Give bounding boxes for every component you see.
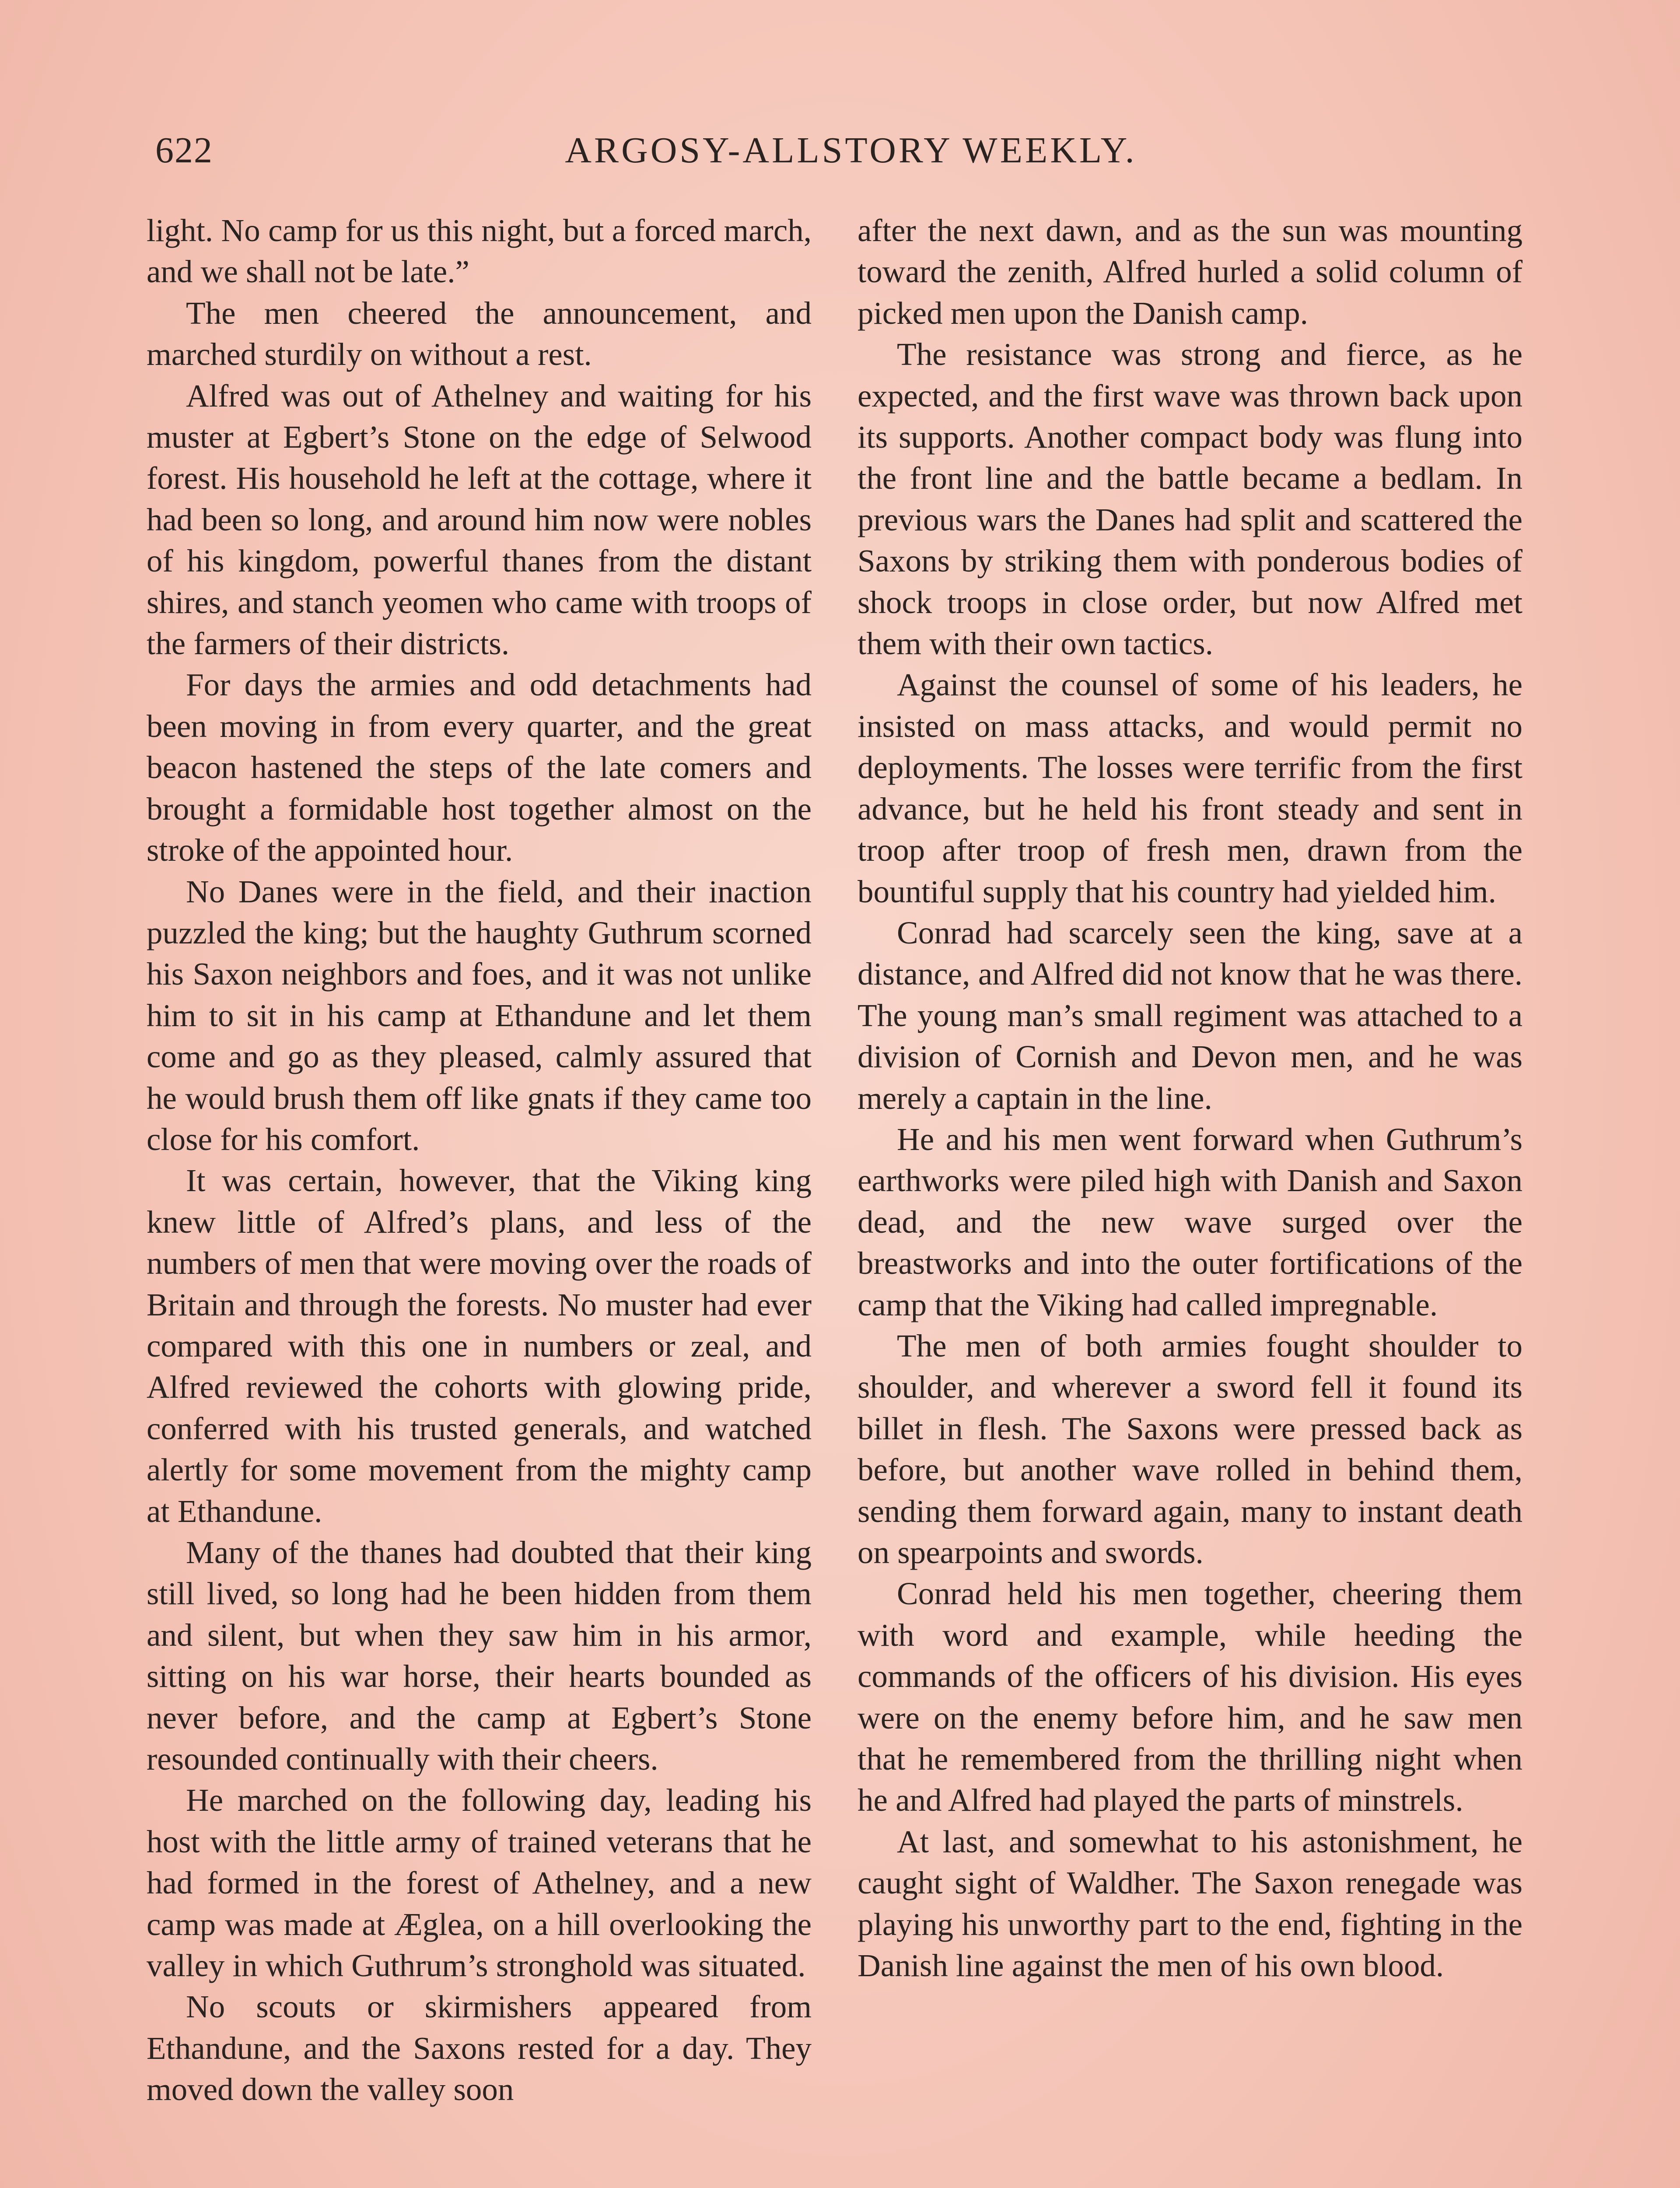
paragraph: No Danes were in the field, and their inaction puzzled the king; but the haughty Guthrum scorned his Saxon neighbors and foes, and it was not unlike him to sit in his camp at Ethandune and let them come and go as they pleased, calmly assured that he would brush them off like gnats if they came too close for his comfort. [147, 873, 812, 1157]
running-title: ARGOSY-ALLSTORY WEEKLY. [565, 130, 1137, 171]
paragraph: For days the armies and odd detachments had been moving in from every quarter, and the great beacon hastened the steps of the late comers and brought a formidable host together almost on the stroke of the appointed hour. [147, 667, 812, 868]
left-column [147, 210, 812, 2111]
paragraph: He and his men went forward when Guthrum’s earthworks were piled high with Danish and Saxon dead, and the new wave surged over the breastworks and into the outer fortifications of the camp that the Viking had called impregnable. [858, 1121, 1522, 1322]
paragraph: No scouts or skirmishers appeared from Ethandune, and the Saxons rested for a day. They moved down the valley soon [147, 1989, 812, 2107]
paragraph: light. No camp for us this night, but a forced march, and we shall not be late.” [147, 213, 812, 290]
paragraph: The resistance was strong and fierce, as he expected, and the first wave was thrown back upon its supports. Another compact body was flung into the front line and the battle became a bedlam. In previous wars the Danes had split and scattered the Saxons by striking them with ponderous bodies of shock troops in close order, but now Alfred met them with their own tactics. [858, 337, 1522, 662]
paragraph: Many of the thanes had doubted that their king still lived, so long had he been hidden from them and silent, but when they saw him in his armor, sitting on his war horse, their hearts bounded as never before, and the camp at Egbert’s Stone resounded continually with their cheers. [147, 1535, 812, 1777]
paragraph: Conrad held his men together, cheering them with word and example, while heeding the commands of the officers of his division. His eyes were on the enemy before him, and he saw men that he remembered from the thrilling night when he and Alfred had played the parts of minstrels. [858, 1576, 1522, 1818]
paragraph: It was certain, however, that the Viking king knew little of Alfred’s plans, and less of the numbers of men that were moving over the roads of Britain and through the forests. No muster had ever compared with this one in numbers or zeal, and Alfred reviewed the cohorts with glowing pride, conferred with his trusted generals, and watched alertly for some movement from the mighty camp at Ethandune. [147, 1163, 812, 1529]
page-header [155, 129, 1547, 182]
paragraph: The men cheered the announcement, and marched sturdily on without a rest. [147, 295, 812, 372]
paragraph: Against the counsel of some of his leaders, he insisted on mass attacks, and would permit no deployments. The losses were terrific from the first advance, but he held his front steady and sent in troop after troop of fresh men, drawn from the bountiful supply that his country had yielded him. [858, 667, 1522, 909]
paragraph: He marched on the following day, leading his host with the little army of trained veterans that he had formed in the forest of Athelney, and a new camp was made at Æglea, on a hill overlooking the valley in which Guthrum’s stronghold was situated. [147, 1782, 812, 1984]
paragraph: The men of both armies fought shoulder to shoulder, and wherever a sword fell it found its billet in flesh. The Saxons were pressed back as before, but another wave rolled in behind them, sending them forward again, many to instant death on spearpoints and swords. [858, 1328, 1522, 1570]
right-column [858, 210, 1522, 1986]
paragraph: At last, and somewhat to his astonishment, he caught sight of Waldher. The Saxon renegade was playing his unworthy part to the end, fighting in the Danish line against the men of his own blood. [858, 1823, 1522, 1984]
paragraph: Conrad had scarcely seen the king, save at a distance, and Alfred did not know that he was there. The young man’s small regiment was attached to a division of Cornish and Devon men, and he was merely a captain in the line. [858, 915, 1522, 1116]
page-number: 622 [155, 130, 213, 171]
paragraph: after the next dawn, and as the sun was mounting toward the zenith, Alfred hurled a solid column of picked men upon the Danish camp. [858, 213, 1522, 331]
paragraph: Alfred was out of Athelney and waiting for his muster at Egbert’s Stone on the edge of Selwood forest. His household he left at the cottage, where it had been so long, and around him now were nobles of his kingdom, powerful thanes from the distant shires, and stanch yeomen who came with troops of the farmers of their districts. [147, 378, 812, 662]
